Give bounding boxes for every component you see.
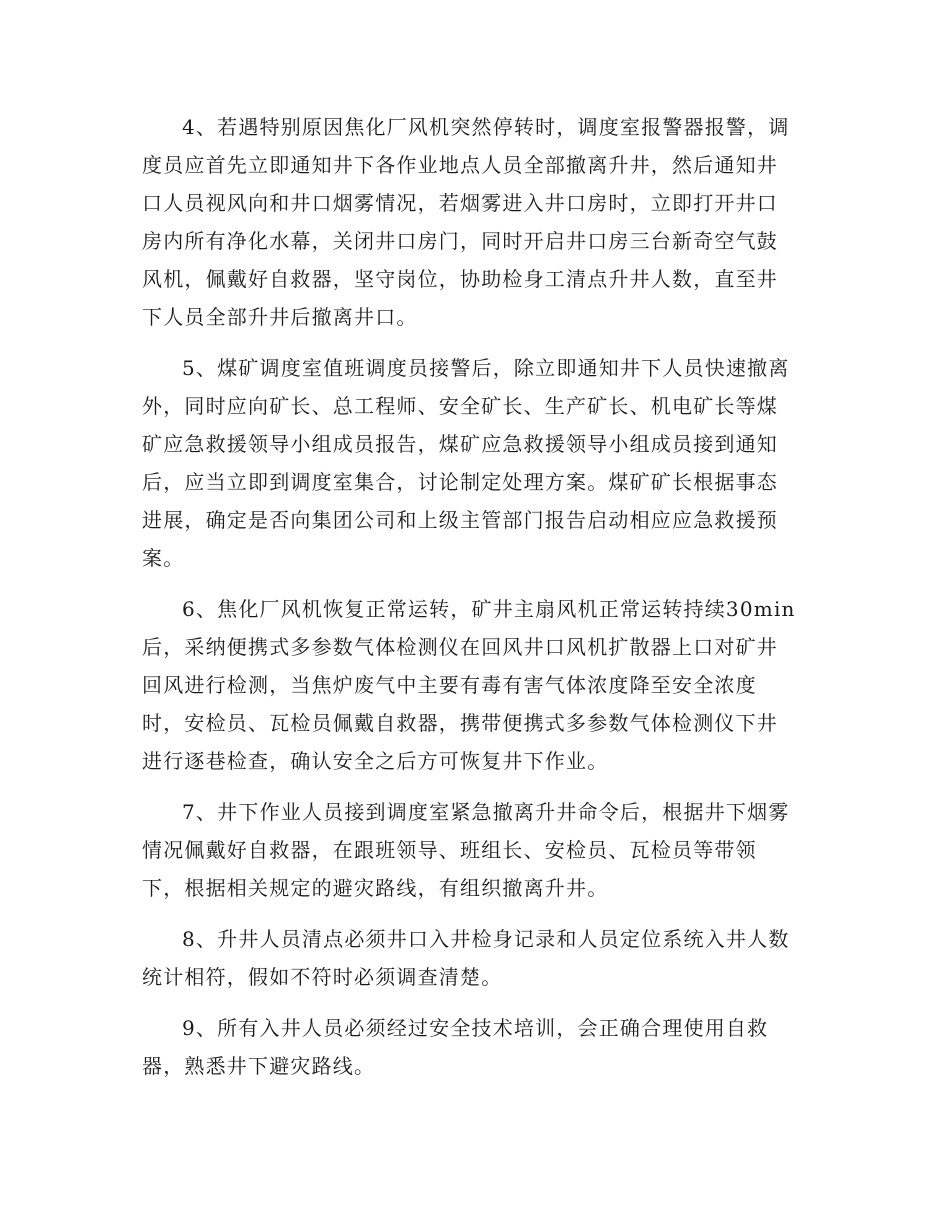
text-line: 5、煤矿调度室值班调度员接警后，除立即通知井下人员快速撤离	[182, 356, 790, 380]
text-line: 后，应当立即到调度室集合，讨论制定处理方案。煤矿矿长根据事态	[142, 470, 778, 494]
text-line: 6、焦化厂风机恢复正常运转，矿井主扇风机正常运转持续30min	[182, 597, 796, 621]
text-line: 进展，确定是否向集团公司和上级主管部门报告启动相应应急救援预	[142, 508, 778, 532]
text-line: 器，熟悉井下避灾路线。	[142, 1054, 376, 1078]
document-page	[142, 108, 808, 1085]
text-line: 下，根据相关规定的避灾路线，有组织撤离升井。	[142, 876, 609, 900]
text-line: 房内所有净化水幕，关闭井口房门，同时开启井口房三台新奇空气鼓	[142, 229, 778, 253]
text-line: 7、井下作业人员接到调度室紧急撤离升井命令后，根据井下烟雾	[182, 800, 790, 824]
text-line: 时，安检员、瓦检员佩戴自救器，携带便携式多参数气体检测仪下井	[142, 711, 778, 735]
paragraph-5	[142, 349, 808, 577]
text-line: 8、升井人员清点必须井口入井检身记录和人员定位系统入井人数	[182, 927, 790, 951]
text-line: 案。	[142, 546, 185, 570]
text-line: 后，采纳便携式多参数气体检测仪在回风井口风机扩散器上口对矿井	[142, 635, 778, 659]
paragraph-4	[142, 108, 808, 336]
text-line: 度员应首先立即通知井下各作业地点人员全部撤离升井，然后通知井	[142, 153, 778, 177]
paragraph-9	[142, 1009, 808, 1085]
text-line: 9、所有入井人员必须经过安全技术培训，会正确合理使用自救	[182, 1016, 769, 1040]
paragraph-8	[142, 920, 808, 996]
text-line: 矿应急救援领导小组成员报告，煤矿应急救援领导小组成员接到通知	[142, 432, 778, 456]
paragraph-7	[142, 793, 808, 907]
text-line: 情况佩戴好自救器，在跟班领导、班组长、安检员、瓦检员等带领	[142, 838, 757, 862]
text-line: 4、若遇特别原因焦化厂风机突然停转时，调度室报警器报警，调	[182, 115, 790, 139]
text-line: 风机，佩戴好自救器，坚守岗位，协助检身工清点升井人数，直至井	[142, 267, 778, 291]
paragraph-6	[142, 590, 808, 780]
text-line: 进行逐巷检查，确认安全之后方可恢复井下作业。	[142, 749, 609, 773]
text-line: 外，同时应向矿长、总工程师、安全矿长、生产矿长、机电矿长等煤	[142, 394, 778, 418]
text-line: 回风进行检测，当焦炉废气中主要有毒有害气体浓度降至安全浓度	[142, 673, 757, 697]
text-line: 口人员视风向和井口烟雾情况，若烟雾进入井口房时，立即打开井口	[142, 191, 778, 215]
text-line: 统计相符，假如不符时必须调查清楚。	[142, 965, 503, 989]
text-line: 下人员全部升井后撤离井口。	[142, 305, 418, 329]
